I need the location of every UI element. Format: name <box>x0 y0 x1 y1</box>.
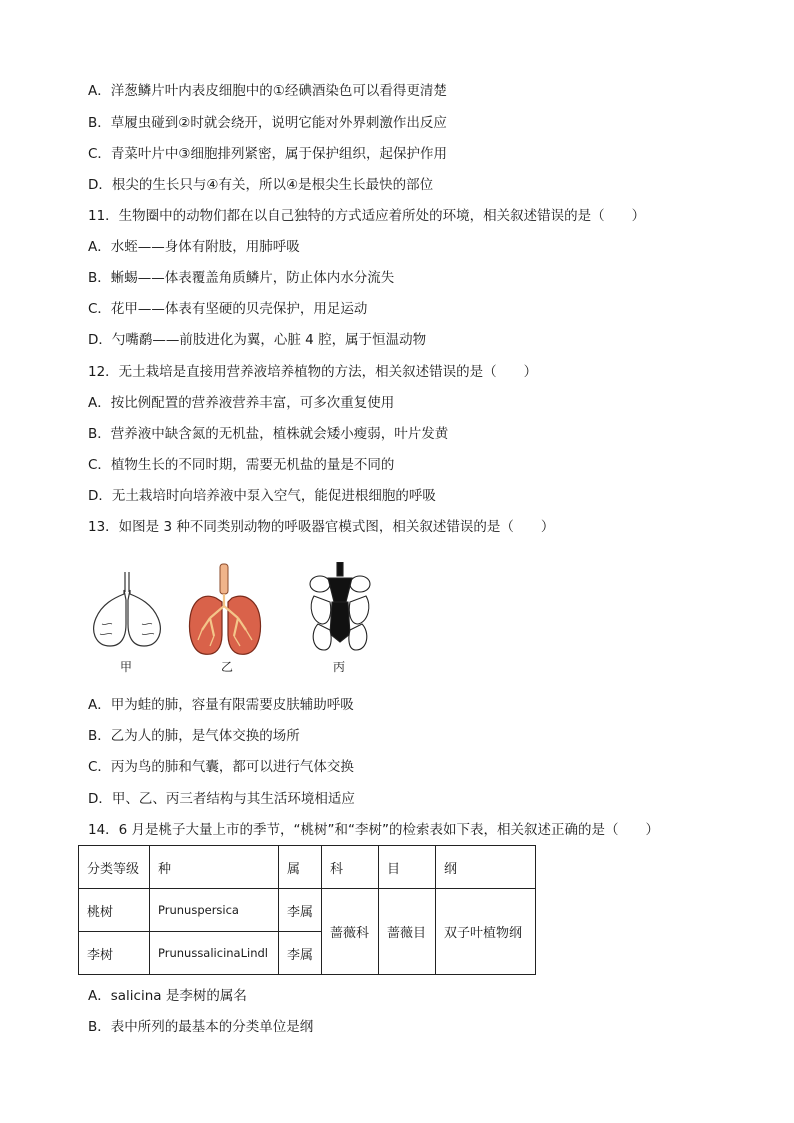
bird-lungs-airsacs-image <box>310 562 370 650</box>
q13-option-b: B．乙为人的肺，是气体交换的场所 <box>88 728 300 744</box>
q12-option-b: B．营养液中缺含氮的无机盐，植株就会矮小瘦弱，叶片发黄 <box>88 426 449 442</box>
figure-label-bing: 丙 <box>333 660 346 674</box>
figure-label-yi: 乙 <box>221 660 234 674</box>
header-cell: 纲 <box>436 846 536 889</box>
q11-option-b: B．蜥蜴——体表覆盖角质鳞片，防止体内水分流失 <box>88 270 395 286</box>
q13-option-c: C．丙为鸟的肺和气囊，都可以进行气体交换 <box>88 759 354 775</box>
q13-stem: 13．如图是 3 种不同类别动物的呼吸器官模式图，相关叙述错误的是（ ） <box>88 519 555 535</box>
q12-option-d: D．无土栽培时向培养液中泵入空气，能促进根细胞的呼吸 <box>88 488 436 504</box>
table-cell: PrunussalicinaLindl <box>150 932 279 975</box>
header-cell: 分类等级 <box>79 846 150 889</box>
q12-option-a: A．按比例配置的营养液营养丰富，可多次重复使用 <box>88 395 395 411</box>
q14-option-a: A．salicina 是李树的属名 <box>88 988 247 1004</box>
figure-label-jia: 甲 <box>120 660 133 674</box>
q13-option-a: A．甲为蛙的肺，容量有限需要皮肤辅助呼吸 <box>88 697 354 713</box>
organs-illustration <box>84 562 404 658</box>
header-cell: 种 <box>150 846 279 889</box>
q11-stem: 11．生物圈中的动物们都在以自己独特的方式适应着所处的环境，相关叙述错误的是（ ） <box>88 208 646 224</box>
q14-stem: 14．6 月是桃子大量上市的季节，“桃树”和“李树”的检索表如下表，相关叙述正确的是（ ） <box>88 822 660 838</box>
table-cell: Prunuspersica <box>150 889 279 932</box>
table-cell: 李属 <box>279 932 322 975</box>
q11-option-c: C．花甲——体表有坚硬的贝壳保护，用足运动 <box>88 301 368 317</box>
q10-option-b: B．草履虫碰到②时就会绕开，说明它能对外界刺激作出反应 <box>88 115 447 131</box>
q11-option-a: A．水蛭——身体有附肢，用肺呼吸 <box>88 239 300 255</box>
human-lungs-image <box>190 564 261 654</box>
q10-option-c: C．青菜叶片中③细胞排列紧密，属于保护组织，起保护作用 <box>88 146 448 162</box>
q14-option-b: B．表中所列的最基本的分类单位是纲 <box>88 1019 314 1035</box>
header-cell: 属 <box>279 846 322 889</box>
table-cell-family: 蔷薇科 <box>322 889 379 975</box>
q13-option-d: D．甲、乙、丙三者结构与其生活环境相适应 <box>88 791 355 807</box>
table-cell: 李树 <box>79 932 150 975</box>
q10-option-d: D．根尖的生长只与④有关，所以④是根尖生长最快的部位 <box>88 177 434 193</box>
q12-stem: 12．无土栽培是直接用营养液培养植物的方法，相关叙述错误的是（ ） <box>88 364 538 380</box>
q12-option-c: C．植物生长的不同时期，需要无机盐的量是不同的 <box>88 457 395 473</box>
q10-option-a: A．洋葱鳞片叶内表皮细胞中的①经碘酒染色可以看得更清楚 <box>88 83 447 99</box>
table-header-row <box>79 846 536 889</box>
frog-lungs-image <box>94 572 161 646</box>
table-cell-order: 蔷薇目 <box>379 889 436 975</box>
respiratory-organs-figure <box>84 562 404 674</box>
table-cell: 李属 <box>279 889 322 932</box>
classification-table <box>78 845 536 975</box>
table-row <box>79 889 536 932</box>
q11-option-d: D．勺嘴鹬——前肢进化为翼，心脏 4 腔，属于恒温动物 <box>88 332 427 348</box>
header-cell: 目 <box>379 846 436 889</box>
table-cell: 桃树 <box>79 889 150 932</box>
table-cell-class: 双子叶植物纲 <box>436 889 536 975</box>
header-cell: 科 <box>322 846 379 889</box>
